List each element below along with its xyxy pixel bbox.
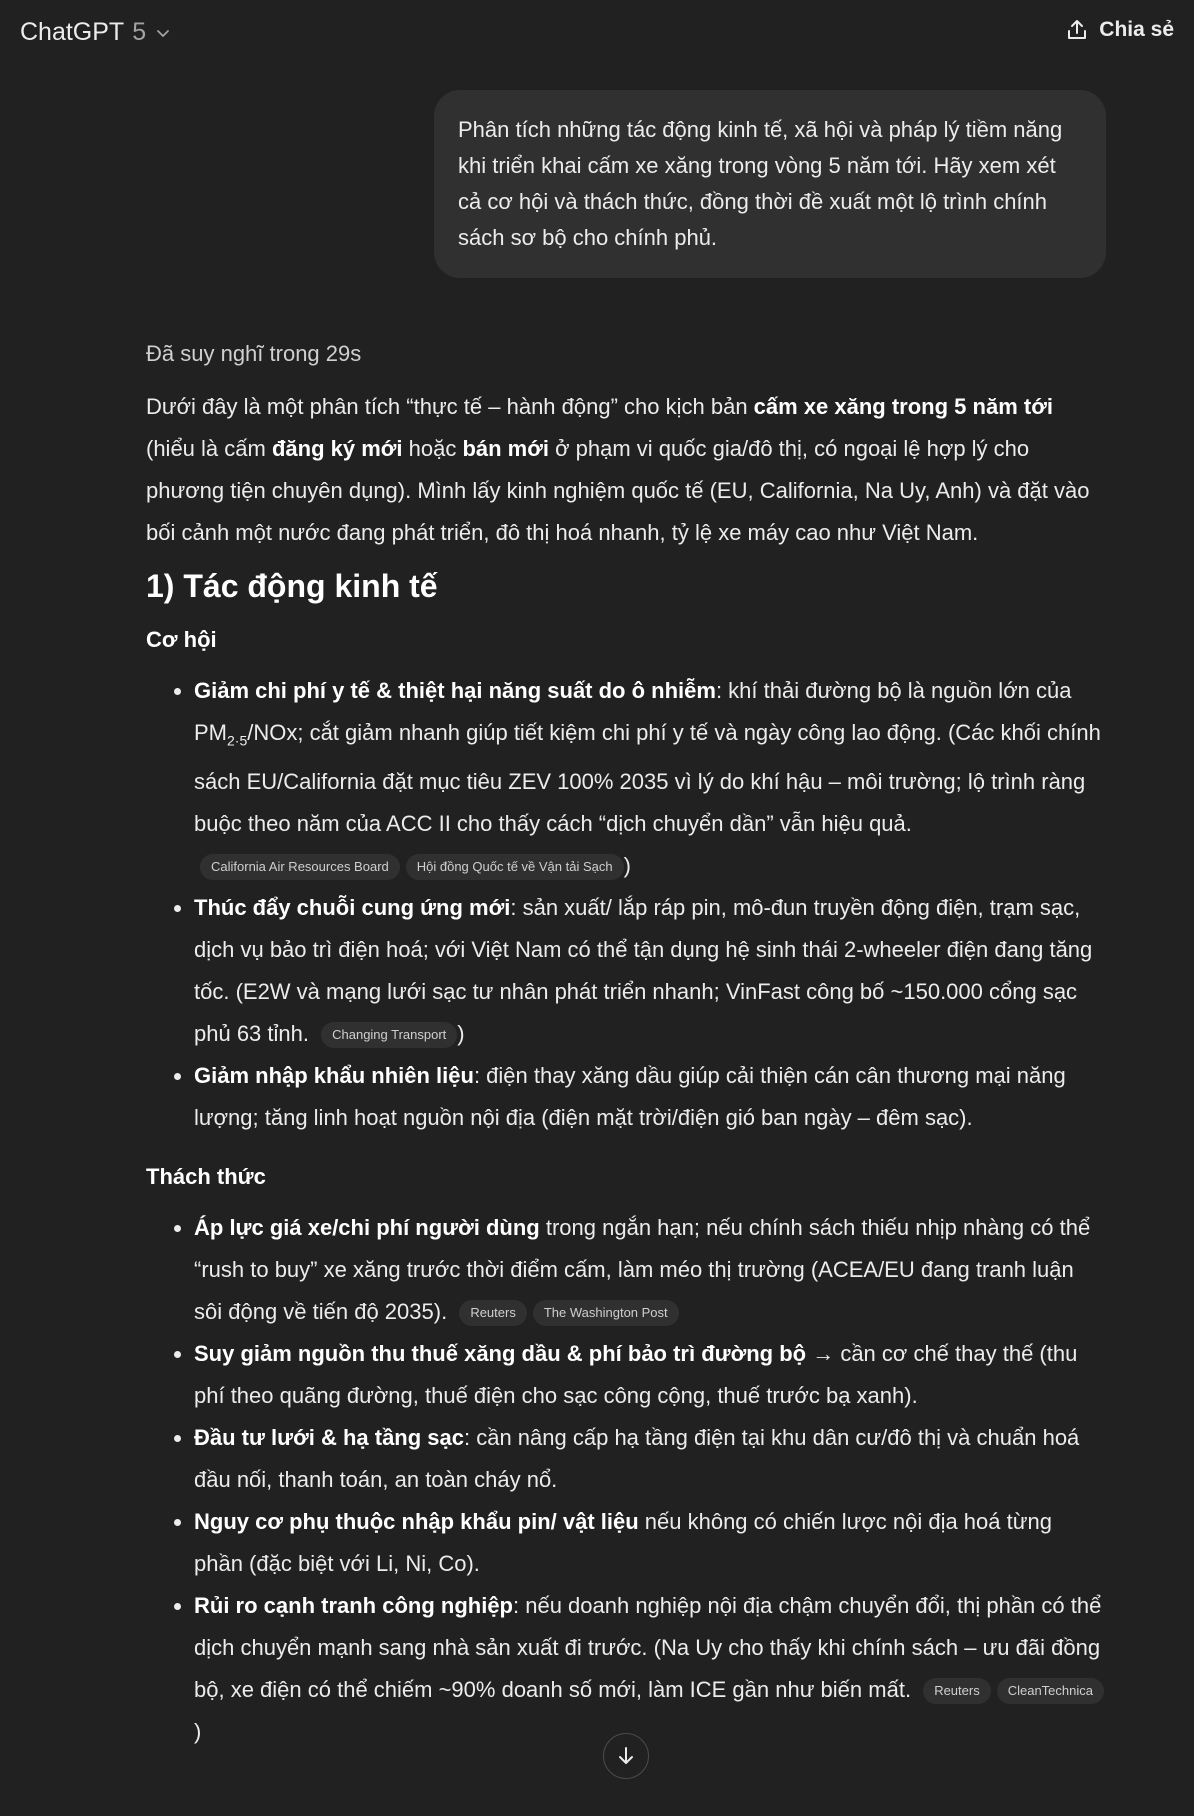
item-bold: Giảm chi phí y tế & thiệt hại năng suất do ô nhiễm <box>194 678 716 703</box>
item-bold: Đầu tư lưới & hạ tầng sạc <box>194 1425 464 1451</box>
subheading-opportunities: Cơ hội <box>146 627 217 652</box>
item-tail: ) <box>623 853 631 879</box>
share-button[interactable] <box>1065 18 1174 42</box>
item-bold: Thúc đẩy chuỗi cung ứng mới <box>194 895 511 921</box>
item-tail: ) <box>194 1719 202 1745</box>
subheading-challenges: Thách thức <box>146 1164 266 1190</box>
citation-chip[interactable]: Hội đồng Quốc tế về Vận tải Sạch <box>406 854 624 880</box>
share-label: Chia sẻ <box>1099 18 1174 41</box>
item-text: : nếu doanh nghiệp nội địa chậm chuyển đổi, thị phần có thể dịch chuyển mạnh sang nhà sản xuất đi trước. (Na Uy cho thấy khi chính sách – ưu đãi đồng bộ, xe điện có thể chiếm ~90% doanh số mới, làm ICE gần như biến mất. <box>194 1593 1102 1703</box>
user-message-bubble <box>434 90 1106 278</box>
user-message-text: Phân tích những tác động kinh tế, xã hội và pháp lý tiềm năng khi triển khai cấm xe xăng trong vòng 5 năm tới. Hãy xem xét cả cơ hội và thách thức, đồng thời đề xuất một lộ trình chính sách sơ bộ cho chính phủ. <box>458 117 1063 250</box>
item-text: : khí thải đường bộ là nguồn lớn của PM <box>194 678 1072 745</box>
citation-chip[interactable]: California Air Resources Board <box>200 854 400 880</box>
list-item <box>194 670 1106 887</box>
item-text: /NOx; cắt giảm nhanh giúp tiết kiệm chi phí y tế và ngày công lao động. (Các khối chính sách EU/California đặt mục tiêu ZEV 100% 2035 vì lý do khí hậu – môi trường; lộ trình ràng buộc theo năm của ACC II cho thấy cách “dịch chuyển dần” vẫn hiệu quả. <box>194 720 1101 837</box>
citation-chip[interactable]: Changing Transport <box>321 1022 457 1048</box>
intro-bold-3: bán mới <box>462 436 549 461</box>
item-text: trong ngắn hạn; nếu chính sách thiếu nhịp nhàng có thể “rush to buy” xe xăng trước thời điểm cấm, làm méo thị trường (ACEA/EU đang tranh luận sôi động về tiến độ 2035). <box>194 1215 1091 1325</box>
item-bold: Rủi ro cạnh tranh công nghiệp <box>194 1593 513 1619</box>
list-item <box>194 1333 1106 1417</box>
opportunities-list <box>146 670 1106 1139</box>
intro-bold-1: cấm xe xăng trong 5 năm tới <box>753 394 1053 419</box>
citation-chip[interactable]: The Washington Post <box>533 1300 679 1326</box>
challenges-list <box>146 1207 1106 1753</box>
scroll-to-bottom-button[interactable] <box>603 1733 649 1779</box>
list-item <box>194 1055 1106 1139</box>
section-heading: 1) Tác động kinh tế <box>146 568 438 604</box>
intro-text-1: Dưới đây là một phân tích “thực tế – hành động” cho kịch bản <box>146 394 754 419</box>
item-bold: Áp lực giá xe/chi phí người dùng <box>194 1215 540 1241</box>
model-picker[interactable] <box>20 18 172 47</box>
model-version: 5 <box>132 18 147 46</box>
list-item <box>194 1207 1106 1333</box>
list-item <box>194 887 1106 1055</box>
item-bold: Giảm nhập khẩu nhiên liệu <box>194 1063 474 1089</box>
item-bold: Nguy cơ phụ thuộc nhập khẩu pin/ vật liệu <box>194 1509 639 1535</box>
intro-paragraph <box>146 386 1106 554</box>
list-item <box>194 1501 1106 1585</box>
subscript: 2·5 <box>227 732 248 749</box>
item-text: : sản xuất/ lắp ráp pin, mô-đun truyền động điện, trạm sạc, dịch vụ bảo trì điện hoá; với Việt Nam có thể tận dụng hệ sinh thái 2-wheeler điện đang tăng tốc. (E2W và mạng lưới sạc tư nhân phát triển nhanh; VinFast công bố ~150.000 cổng sạc phủ 63 tỉnh. <box>194 895 1093 1047</box>
chevron-down-icon <box>154 24 172 42</box>
share-icon <box>1065 18 1089 42</box>
citation-chip[interactable]: Reuters <box>459 1300 527 1326</box>
thought-duration[interactable]: Đã suy nghĩ trong 29s <box>146 341 362 366</box>
item-bold: Suy giảm nguồn thu thuế xăng dầu & phí bảo trì đường bộ <box>194 1341 807 1367</box>
item-text: : cần nâng cấp hạ tầng điện tại khu dân cư/đô thị và chuẩn hoá đầu nối, thanh toán, an toàn cháy nổ. <box>194 1425 1080 1493</box>
item-text: nếu không có chiến lược nội địa hoá từng phần (đặc biệt với Li, Ni, Co). <box>194 1509 1052 1577</box>
citation-chip[interactable]: Reuters <box>923 1678 991 1704</box>
intro-text-3: hoặc <box>402 436 463 461</box>
list-item <box>194 1585 1106 1753</box>
citation-chip[interactable]: CleanTechnica <box>997 1678 1104 1704</box>
assistant-message <box>146 336 1106 1771</box>
item-tail: ) <box>457 1021 465 1047</box>
item-text: : điện thay xăng dầu giúp cải thiện cán cân thương mại năng lượng; tăng linh hoạt nguồn nội địa (điện mặt trời/điện gió ban ngày – đêm sạc). <box>194 1063 1066 1131</box>
intro-text-4: ở phạm vi quốc gia/đô thị, có ngoại lệ hợp lý cho phương tiện chuyên dụng). Mình lấy kinh nghiệm quốc tế (EU, California, Na Uy, Anh) và đặt vào bối cảnh một nước đang phát triển, đô thị hoá nhanh, tỷ lệ xe máy cao như Việt Nam. <box>146 436 1090 545</box>
item-text: → cần cơ chế thay thế (thu phí theo quãng đường, thuế điện cho sạc công cộng, thuế trước bạ xanh). <box>194 1341 1078 1409</box>
model-name: ChatGPT <box>20 18 125 46</box>
intro-bold-2: đăng ký mới <box>271 436 403 461</box>
list-item <box>194 1417 1106 1501</box>
arrow-down-icon <box>615 1745 637 1767</box>
intro-text-2: (hiểu là cấm <box>146 436 272 461</box>
top-bar <box>0 0 1194 70</box>
